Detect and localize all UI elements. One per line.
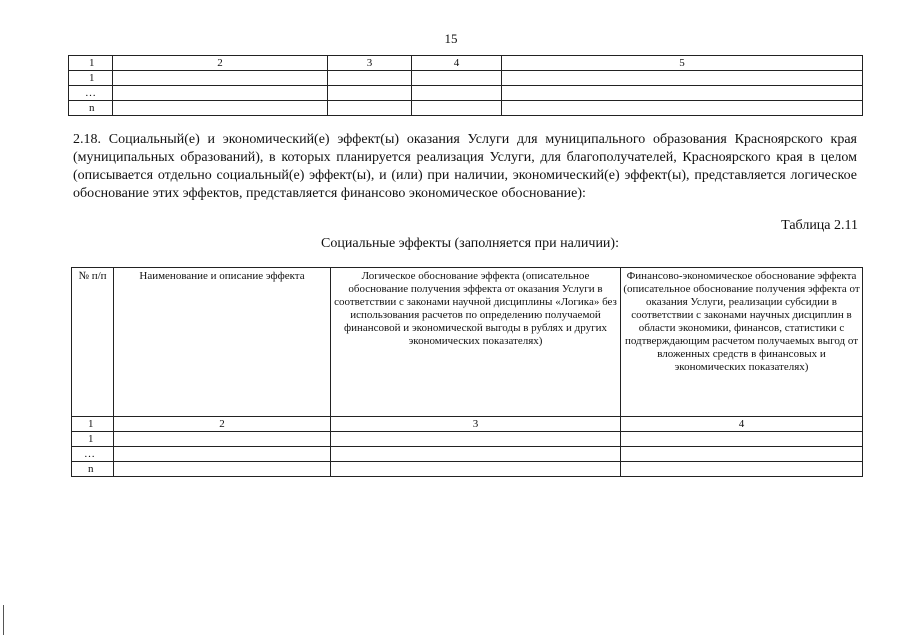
table-cell: n (72, 462, 114, 477)
table-caption: Социальные эффекты (заполняется при наличии): (321, 236, 619, 251)
table-cell (412, 71, 502, 86)
table-cell (331, 432, 621, 447)
table-cell (328, 71, 412, 86)
table-header-cell: 3 (328, 56, 412, 71)
table-label: Таблица 2.11 (781, 218, 858, 233)
table-cell (113, 101, 328, 116)
table-cell (331, 462, 621, 477)
table-cell (114, 462, 331, 477)
table-row (72, 447, 863, 462)
header-effect-name: Наименование и описание эффекта (114, 268, 331, 417)
service-table-continued (68, 55, 863, 116)
page-number: 15 (444, 31, 458, 46)
table-row (72, 462, 863, 477)
table-numbering-row (72, 417, 863, 432)
table-cell: 1 (72, 432, 114, 447)
table-cell: 2 (114, 417, 331, 432)
table-cell (114, 432, 331, 447)
table-cell (412, 101, 502, 116)
table-row (69, 101, 863, 116)
table-cell (502, 71, 863, 86)
scan-edge-mark (3, 605, 4, 635)
table-cell: 4 (621, 417, 863, 432)
table-cell (328, 86, 412, 101)
table-cell (328, 101, 412, 116)
table-cell (621, 432, 863, 447)
table-cell: 1 (72, 417, 114, 432)
table-cell (621, 462, 863, 477)
table-header-cell: 2 (113, 56, 328, 71)
table-header-cell: 5 (502, 56, 863, 71)
social-effects-table (71, 267, 863, 477)
table-cell (412, 86, 502, 101)
header-number: № п/п (72, 268, 114, 417)
table-cell (502, 101, 863, 116)
table-cell (113, 86, 328, 101)
table-cell: 3 (331, 417, 621, 432)
table-header-cell: 4 (412, 56, 502, 71)
table-cell (621, 447, 863, 462)
table-header-row (69, 56, 863, 71)
table-cell: 1 (69, 71, 113, 86)
table-cell: n (69, 101, 113, 116)
table-cell (331, 447, 621, 462)
header-logical-justification: Логическое обоснование эффекта (описательное обоснование получения эффекта от оказания Услуги в соответствии с законами научной дисциплины «Логика» без использования расчетов по определению получаемой финансовой и экономической выгоды в рублях и других экономических показателях) (331, 268, 621, 417)
table-cell (113, 71, 328, 86)
table-row (69, 86, 863, 101)
table-cell: … (69, 86, 113, 101)
table-header-row (72, 268, 863, 417)
table-header-cell: 1 (69, 56, 113, 71)
table-row (72, 432, 863, 447)
table-cell (114, 447, 331, 462)
section-paragraph: 2.18. Социальный(е) и экономический(е) эффект(ы) оказания Услуги для муниципального образования Красноярского края (муниципальных образований), в которых планируется реализация Услуги, для благополучателей, Красноярского края в целом (описывается отдельно социальный(е) эффект(ы), и (или) при наличии, экономический(е) эффект(ы), представляется логическое обоснование этих эффектов, представляется финансово экономическое обоснование): (73, 132, 857, 201)
table-row (69, 71, 863, 86)
table-cell (502, 86, 863, 101)
header-financial-justification: Финансово-экономическое обоснование эффекта (описательное обоснование получения эффекта от оказания Услуги, реализации субсидии в соответствии с законами научных дисциплин в области экономики, финансов, статистики с подтверждающим расчетом получаемых выгод от вложенных средств в финансовых и экономических показателях) (621, 268, 863, 417)
table-cell: … (72, 447, 114, 462)
